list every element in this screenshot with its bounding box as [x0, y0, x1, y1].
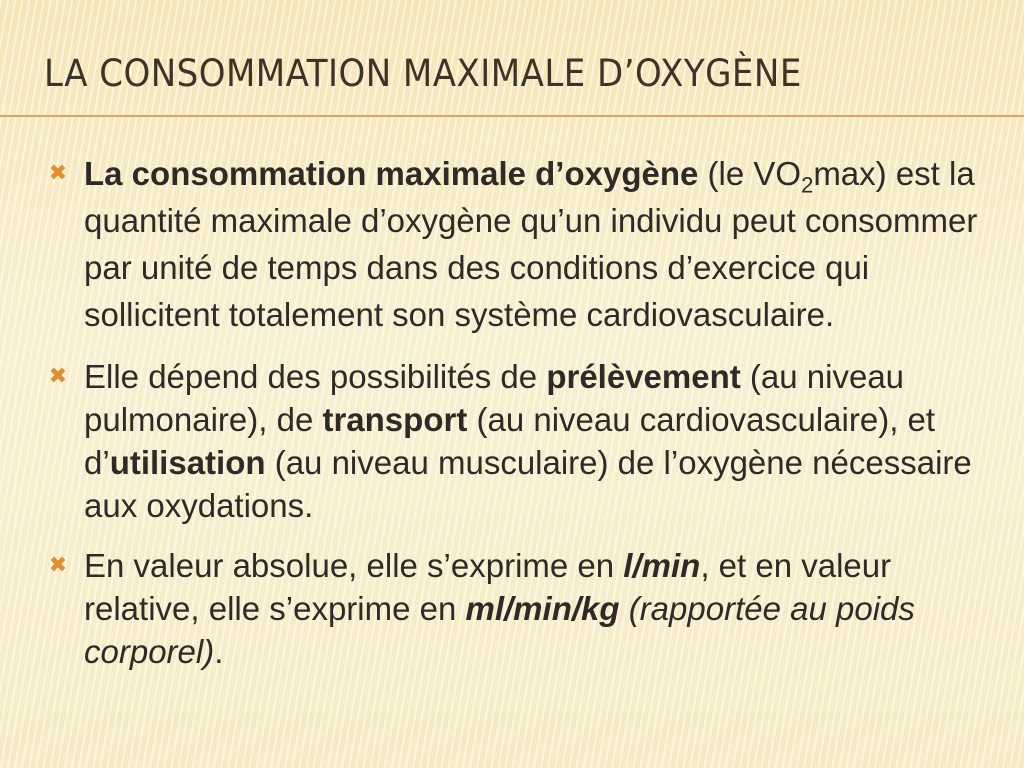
term-vo2max: La consommation maximale d’oxygène — [84, 155, 699, 192]
text-segment: (au niveau cardiovasculaire), et d’ — [84, 401, 936, 481]
bullet-item-dependencies — [48, 355, 998, 527]
bullet-list — [48, 150, 998, 673]
term-transport: transport — [322, 401, 468, 438]
text-segment: En valeur absolue, elle s’exprime en — [84, 547, 624, 584]
term-prelevement: prélèvement — [546, 358, 741, 395]
title-underline — [0, 115, 1024, 117]
text-segment: Elle dépend des possibilités de — [84, 358, 547, 395]
term-utilisation: utilisation — [109, 444, 266, 481]
text-segment: (le VO — [698, 155, 802, 192]
x-bullet-icon: ✖ — [48, 553, 68, 578]
x-bullet-icon: ✖ — [48, 364, 68, 389]
subscript-2: 2 — [801, 172, 814, 198]
unit-relative: ml/min/kg — [465, 590, 620, 627]
text-segment — [620, 590, 629, 627]
text-segment: (au niveau pulmonaire), de — [84, 358, 905, 438]
x-bullet-icon: ✖ — [48, 161, 68, 186]
slide-title: LA CONSOMMATION MAXIMALE D’OXYGÈNE — [44, 52, 802, 95]
text-segment: (au niveau musculaire) de l’oxygène nécessaire aux oxydations. — [84, 444, 972, 524]
text-segment: max) est la quantité maximale d’oxygène qu’un individu peut consommer par unité de temps dans des conditions d’exercice qui sollicitent totalement son système cardiovasculaire. — [84, 155, 978, 333]
unit-absolute: l/min — [623, 547, 701, 584]
text-segment: . — [214, 633, 224, 670]
bullet-item-definition — [48, 150, 998, 338]
note-body-weight: (rapportée au poids corporel) — [84, 590, 915, 670]
text-segment: , et en valeur relative, elle s’exprime en — [84, 547, 892, 627]
bullet-item-units — [48, 544, 998, 673]
